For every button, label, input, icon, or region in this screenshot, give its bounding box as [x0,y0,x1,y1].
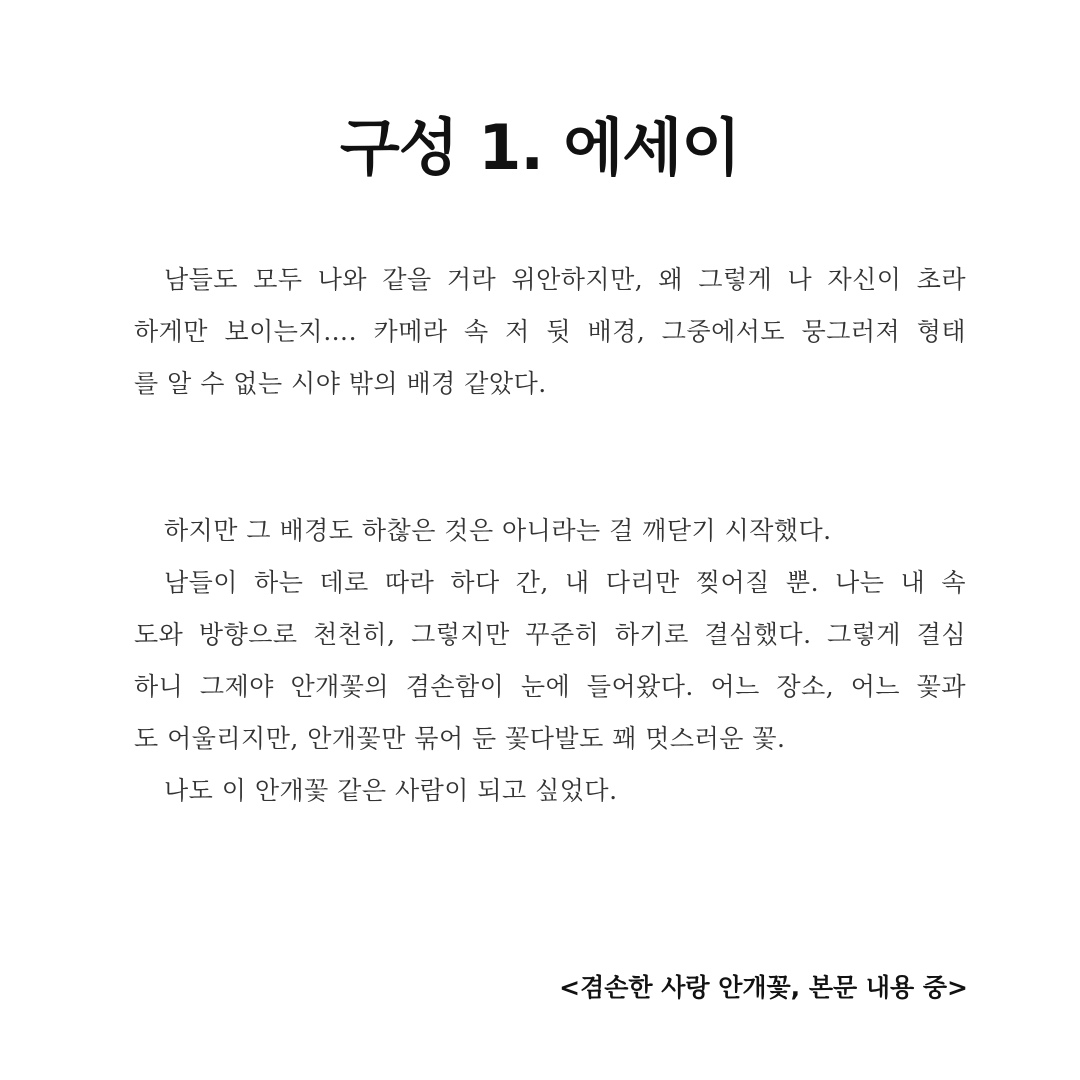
essay-paragraph-1 [134,254,966,410]
text-line: 남들도 모두 나와 같을 거라 위안하지만, 왜 그렇게 나 자신이 초라 [164,265,966,294]
text-line: 도 어울리지만, 안개꽃만 묶어 둔 꽃다발도 꽤 멋스러운 꽃. [134,724,786,753]
essay-paragraph-2 [134,505,966,817]
text-line: 남들이 하는 데로 따라 하다 간, 내 다리만 찢어질 뿐. 나는 내 속 [164,568,966,597]
text-line: 를 알 수 없는 시야 밖의 배경 같았다. [134,369,547,398]
source-caption: <겸손한 사랑 안개꽃, 본문 내용 중> [559,973,968,1002]
text-line: 하게만 보이는지…. 카메라 속 저 뒷 배경, 그중에서도 뭉그러져 형태 [134,317,966,346]
text-line: 하니 그제야 안개꽃의 겸손함이 눈에 들어왔다. 어느 장소, 어느 꽃과 [134,672,966,701]
text-line: 도와 방향으로 천천히, 그렇지만 꾸준히 하기로 결심했다. 그렇게 결심 [134,620,966,649]
text-line: 하지만 그 배경도 하찮은 것은 아니라는 걸 깨닫기 시작했다. [164,516,832,545]
page-title: 구성 1. 에세이 [339,110,741,184]
text-line: 나도 이 안개꽃 같은 사람이 되고 싶었다. [164,776,618,805]
